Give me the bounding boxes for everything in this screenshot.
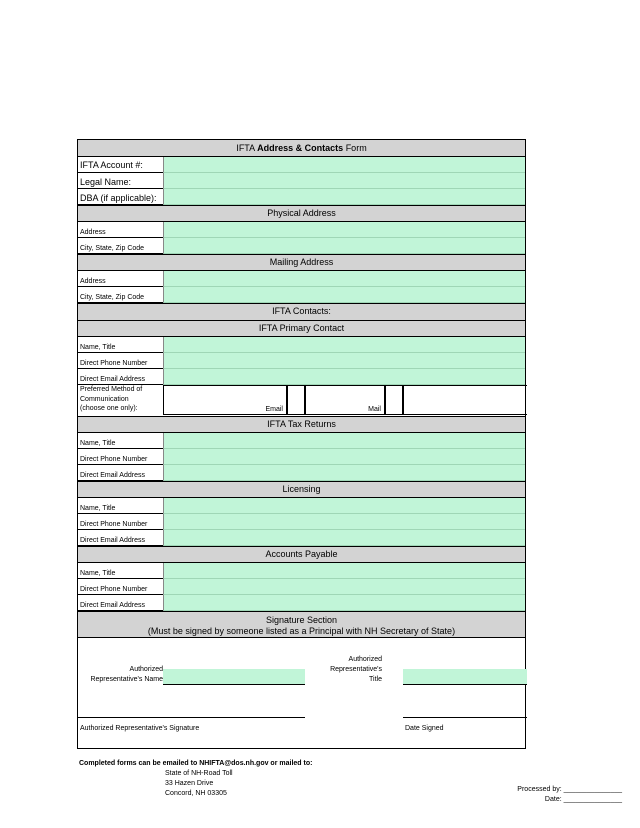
primary-name-label: Name, Title bbox=[78, 337, 163, 353]
physical-address-label: Address bbox=[78, 222, 163, 238]
legal-name-field[interactable] bbox=[163, 173, 525, 189]
mailing-city-field[interactable] bbox=[163, 287, 525, 303]
payable-email-label: Direct Email Address bbox=[78, 595, 163, 611]
physical-city-label: City, State, Zip Code bbox=[78, 238, 163, 254]
email-option-box bbox=[163, 385, 287, 415]
email-checkbox[interactable] bbox=[287, 385, 305, 415]
licensing-name-label: Name, Title bbox=[78, 498, 163, 514]
ifta-form bbox=[77, 139, 526, 749]
payable-phone-label: Direct Phone Number bbox=[78, 579, 163, 595]
auth-name-label: Authorized Representative's Name bbox=[90, 666, 163, 683]
physical-address-field[interactable] bbox=[163, 222, 525, 238]
date-signed-line[interactable] bbox=[403, 717, 527, 718]
licensing-phone-label: Direct Phone Number bbox=[78, 514, 163, 530]
tax-email-label: Direct Email Address bbox=[78, 465, 163, 481]
physical-address-header: Physical Address bbox=[78, 205, 525, 222]
dba-field[interactable] bbox=[163, 189, 525, 205]
primary-contact-header: IFTA Primary Contact bbox=[78, 320, 525, 337]
auth-title-label: Authorized Representative's Title bbox=[330, 656, 382, 683]
payable-name-field[interactable] bbox=[163, 563, 525, 579]
primary-phone-label: Direct Phone Number bbox=[78, 353, 163, 369]
auth-name-field[interactable] bbox=[163, 669, 305, 685]
signature-header: Signature Section (Must be signed by someone listed as a Principal with NH Secretary of State) bbox=[78, 611, 525, 638]
form-title: IFTA Address & Contacts Form bbox=[78, 140, 525, 157]
payable-name-label: Name, Title bbox=[78, 563, 163, 579]
processed-date: Date: _______________ bbox=[544, 796, 622, 803]
email-option-label: Email bbox=[265, 406, 283, 413]
physical-city-field[interactable] bbox=[163, 238, 525, 254]
dba-label: DBA (if applicable): bbox=[78, 189, 163, 205]
contacts-header: IFTA Contacts: bbox=[78, 303, 525, 320]
footer-email-line: Completed forms can be emailed to NHIFTA@dos.nh.gov or mailed to: bbox=[79, 760, 313, 767]
licensing-email-field[interactable] bbox=[163, 530, 525, 546]
payable-phone-field[interactable] bbox=[163, 579, 525, 595]
tax-name-field[interactable] bbox=[163, 433, 525, 449]
mailing-city-label: City, State, Zip Code bbox=[78, 287, 163, 303]
date-signed-label: Date Signed bbox=[405, 725, 444, 732]
tax-email-field[interactable] bbox=[163, 465, 525, 481]
mail-checkbox[interactable] bbox=[385, 385, 403, 415]
licensing-name-field[interactable] bbox=[163, 498, 525, 514]
account-field[interactable] bbox=[163, 157, 525, 173]
processed-by: Processed by: _______________ bbox=[517, 786, 622, 793]
licensing-phone-field[interactable] bbox=[163, 514, 525, 530]
primary-email-label: Direct Email Address bbox=[78, 369, 163, 385]
primary-phone-field[interactable] bbox=[163, 353, 525, 369]
footer-address-1: State of NH-Road Toll bbox=[165, 770, 233, 777]
signature-label: Authorized Representative's Signature bbox=[80, 725, 200, 732]
tax-name-label: Name, Title bbox=[78, 433, 163, 449]
mail-option-label: Mail bbox=[368, 406, 381, 413]
mailing-address-field[interactable] bbox=[163, 271, 525, 287]
tax-returns-header: IFTA Tax Returns bbox=[78, 416, 525, 433]
auth-title-field[interactable] bbox=[403, 669, 527, 685]
mailing-address-label: Address bbox=[78, 271, 163, 287]
primary-name-field[interactable] bbox=[163, 337, 525, 353]
payable-email-field[interactable] bbox=[163, 595, 525, 611]
pref-spare-box bbox=[403, 385, 527, 415]
primary-email-field[interactable] bbox=[163, 369, 525, 385]
mail-option-box bbox=[305, 385, 385, 415]
footer-address-3: Concord, NH 03305 bbox=[165, 790, 227, 797]
mailing-address-header: Mailing Address bbox=[78, 254, 525, 271]
tax-phone-label: Direct Phone Number bbox=[78, 449, 163, 465]
licensing-email-label: Direct Email Address bbox=[78, 530, 163, 546]
account-label: IFTA Account #: bbox=[78, 157, 163, 173]
preferred-method-label: Preferred Method of Communication (choose one only): bbox=[80, 386, 143, 412]
footer-address-2: 33 Hazen Drive bbox=[165, 780, 214, 787]
accounts-payable-header: Accounts Payable bbox=[78, 546, 525, 563]
tax-phone-field[interactable] bbox=[163, 449, 525, 465]
signature-line[interactable] bbox=[78, 717, 305, 718]
legal-name-label: Legal Name: bbox=[78, 173, 163, 189]
licensing-header: Licensing bbox=[78, 481, 525, 498]
